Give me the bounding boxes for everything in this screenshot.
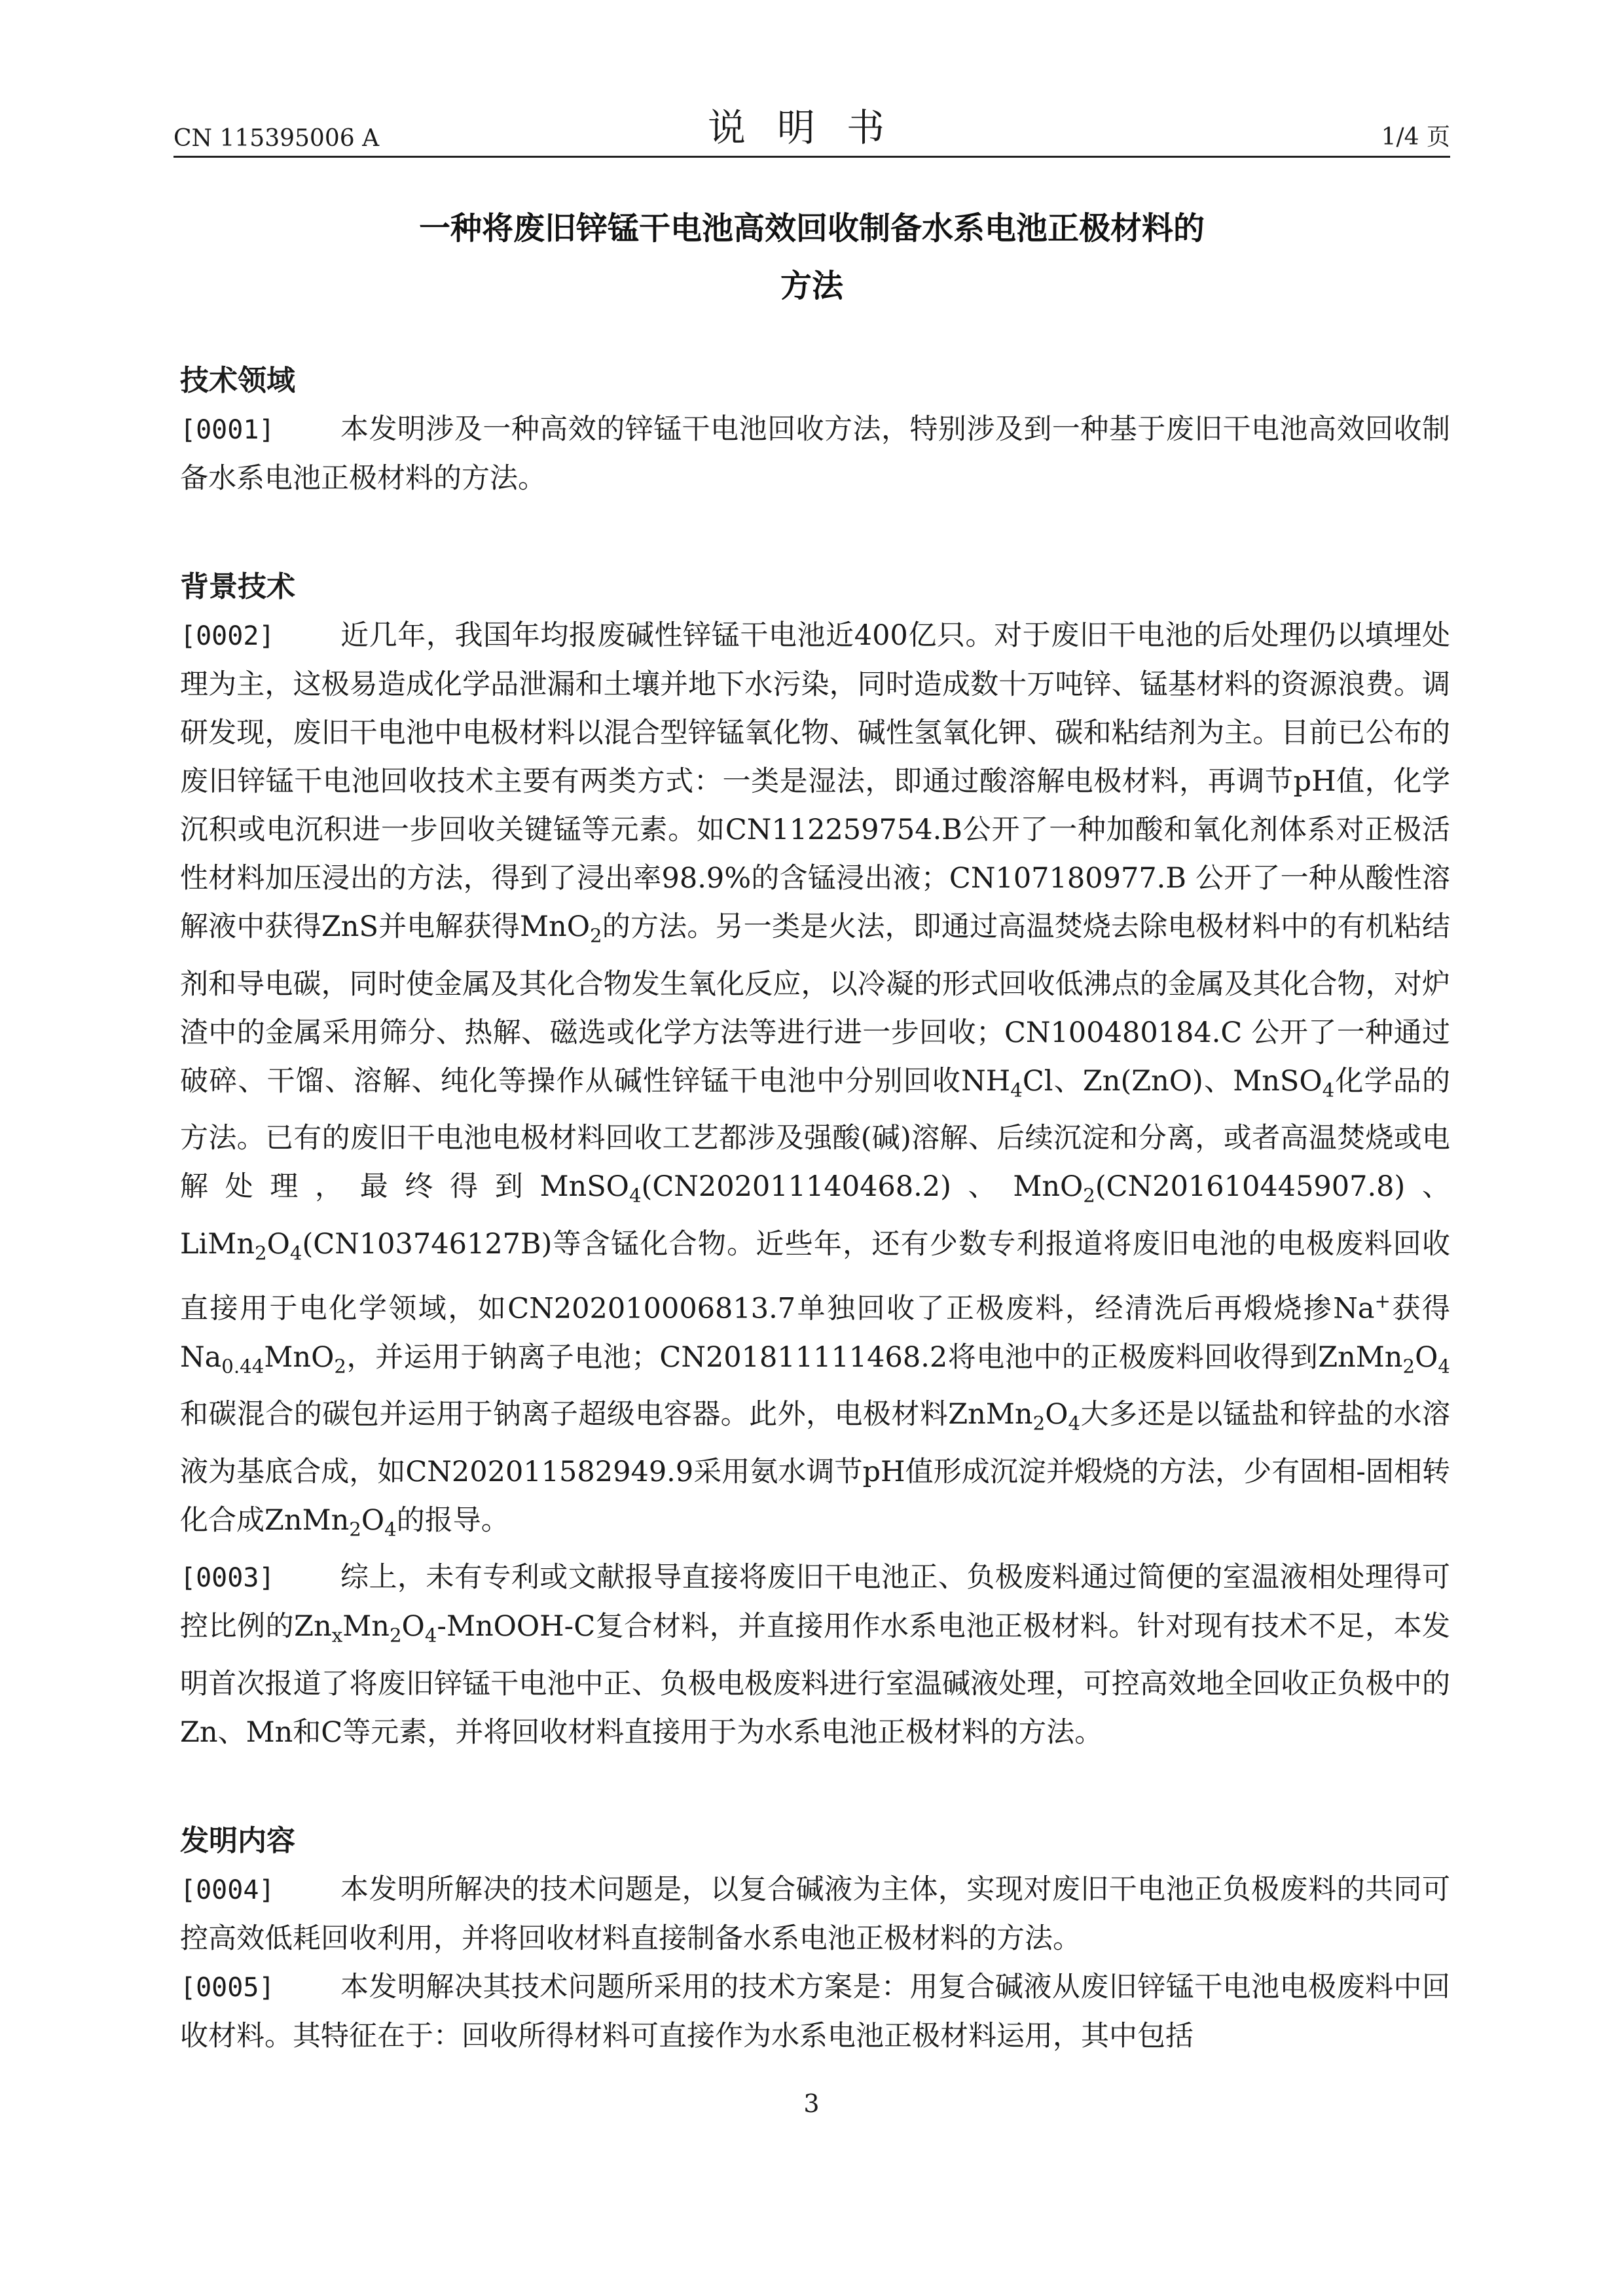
formula-subscript: 4 (384, 1518, 397, 1541)
document-body (180, 357, 1450, 2060)
formula-subscript: 4 (289, 1242, 302, 1265)
paragraph-number: [0002] (180, 621, 275, 651)
paragraph-text: 的报导。 (396, 1503, 509, 1537)
document-type-label: 说明书 (707, 105, 916, 150)
formula-subscript: x (331, 1624, 343, 1647)
section-heading: 发明内容 (180, 1824, 295, 1858)
paragraph-text: 大多还是以锰盐和锌盐的水溶液为基底合成，如CN202011582949.9采用氨水调节pH值形成沉淀并煅烧的方法，少有固相-固相转化合成ZnMn (180, 1398, 1450, 1537)
formula-supscript: + (1374, 1290, 1391, 1313)
formula-subscript: 4 (1068, 1412, 1081, 1435)
formula-subscript: 2 (389, 1624, 402, 1647)
page-header (173, 105, 1450, 158)
paragraph-text: 获得Na (180, 1292, 1451, 1374)
paragraph-number: [0005] (180, 1973, 275, 2003)
formula-subscript: 0.44 (221, 1355, 264, 1378)
title-line-2: 方法 (780, 268, 843, 304)
paragraph-number: [0004] (180, 1875, 275, 1906)
paragraph-number: [0003] (180, 1563, 275, 1594)
paragraph-text: Cl、Zn(ZnO)、MnSO (1022, 1064, 1322, 1098)
formula-subscript: 2 (1402, 1355, 1415, 1378)
paragraph-text: 和碳混合的碳包并运用于钠离子超级电容器。此外，电极材料ZnMn (180, 1398, 1033, 1431)
paragraph (180, 1553, 1450, 1757)
paragraph (180, 405, 1450, 503)
paragraph-text: 本发明解决其技术问题所采用的技术方案是：用复合碱液从废旧锌锰干电池电极废料中回收材料。其特征在于：回收所得材料可直接作为水系电池正极材料运用，其中包括 (180, 1971, 1450, 2053)
paragraph-text: 近几年，我国年均报废碱性锌锰干电池近400亿只。对于废旧干电池的后处理仍以填埋处理为主，这极易造成化学品泄漏和土壤并地下水污染，同时造成数十万吨锌、锰基材料的资源浪费。调研发现，废旧干电池中电极材料以混合型锌锰氧化物、碱性氢氧化钾、碳和粘结剂为主。目前已公布的废旧锌锰干电池回收技术主要有两类方式：一类是湿法，即通过酸溶解电极材料，再调节pH值，化学沉积或电沉积进一步回收关键锰等元素。如CN112259754.B公开了一种加酸和氧化剂体系对正极活性材料加压浸出的方法，得到了浸出率98.9%的含锰浸出液；CN107180977.B 公开了一种从酸性溶解液中获得ZnS并电解获得MnO (180, 619, 1450, 943)
paragraph-text: O (401, 1610, 425, 1643)
paragraph (180, 1865, 1450, 1963)
formula-subscript: 2 (589, 924, 602, 947)
page-number: 3 (803, 2089, 820, 2118)
paragraph-text: 的方法。另一类是火法，即通过高温焚烧去除电极材料中的有机粘结剂和导电碳，同时使金属及其化合物发生氧化反应，以冷凝的形式回收低沸点的金属及其化合物，对炉渣中的金属采用筛分、热解、磁选或化学方法等进行进一步回收；CN100480184.C 公开了一种通过破碎、干馏、溶解、纯化等操作从碱性锌锰干电池中分别回收NH (180, 910, 1450, 1098)
paragraph-text: O (361, 1503, 385, 1537)
formula-subscript: 4 (1438, 1355, 1450, 1378)
paragraph-text: O (1415, 1340, 1438, 1374)
paragraph (180, 1963, 1450, 2060)
paragraph-text: MnO (264, 1340, 335, 1374)
paragraph-text: 本发明涉及一种高效的锌锰干电池回收方法，特别涉及到一种基于废旧干电池高效回收制备水系电池正极材料的方法。 (180, 413, 1450, 495)
page-count: 1/4 页 (1381, 124, 1450, 151)
formula-subscript: 4 (424, 1624, 437, 1647)
formula-subscript: 2 (349, 1518, 361, 1541)
paragraph-text: 综上，未有专利或文献报导直接将废旧干电池正、负极废料通过简便的室温液相处理得可控比例的Zn (180, 1561, 1450, 1643)
formula-subscript: 4 (1322, 1079, 1335, 1102)
formula-subscript: 2 (1032, 1412, 1046, 1435)
paragraph-text: (CN103746127B)等含锰化合物。近些年，还有少数专利报道将废旧电池的电极废料回收直接用于电化学领域，如CN202010006813.7单独回收了正极废料，经清洗后再煅烧掺Na (180, 1227, 1450, 1325)
formula-subscript: 2 (255, 1242, 267, 1265)
paragraph-text: Mn (342, 1610, 390, 1643)
paragraph-text: (CN201610445907.8)、LiMn (180, 1170, 1450, 1261)
patent-number: CN 115395006 A (173, 125, 380, 152)
invention-title (173, 200, 1450, 315)
paragraph-text: O (266, 1227, 290, 1261)
paragraph-text: O (1045, 1398, 1068, 1431)
formula-subscript: 4 (1010, 1079, 1023, 1102)
paragraph-number: [0001] (180, 415, 275, 445)
formula-subscript: 2 (1083, 1184, 1095, 1207)
formula-subscript: 2 (334, 1355, 346, 1378)
title-line-1: 一种将废旧锌锰干电池高效回收制备水系电池正极材料的 (418, 210, 1205, 247)
paragraph (180, 611, 1450, 1553)
paragraph-text: 本发明所解决的技术问题是，以复合碱液为主体，实现对废旧干电池正负极废料的共同可控高效低耗回收利用，并将回收材料直接制备水系电池正极材料的方法。 (180, 1873, 1450, 1956)
section-heading: 背景技术 (180, 570, 295, 603)
formula-subscript: 4 (629, 1184, 642, 1207)
paragraph-text: ，并运用于钠离子电池；CN201811111468.2将电池中的正极废料回收得到ZnMn (346, 1340, 1403, 1374)
paragraph-text: -MnOOH-C复合材料，并直接用作水系电池正极材料。针对现有技术不足，本发明首次报道了将废旧锌锰干电池中正、负极电极废料进行室温碱液处理，可控高效地全回收正负极中的Zn、Mn和C等元素，并将回收材料直接用于为水系电池正极材料的方法。 (180, 1610, 1451, 1749)
paragraph-text: (CN202011140468.2)、MnO (641, 1170, 1084, 1204)
section-heading: 技术领域 (180, 364, 295, 397)
paragraph-text: 化学品的方法。已有的废旧干电池电极材料回收工艺都涉及强酸(碱)溶解、后续沉淀和分离，或者高温焚烧或电解处理，最终得到MnSO (180, 1064, 1451, 1204)
